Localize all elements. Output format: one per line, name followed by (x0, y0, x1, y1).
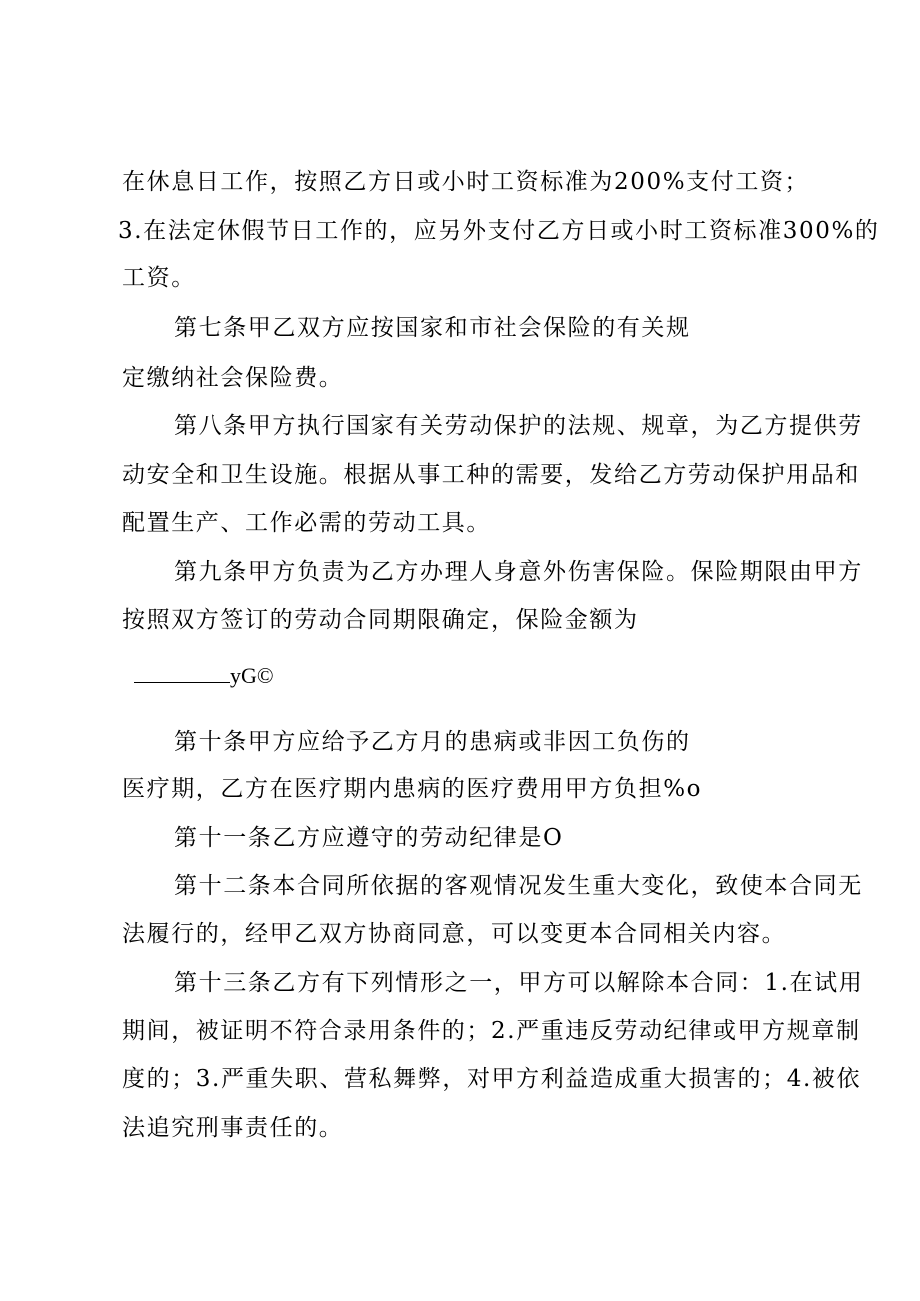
insurance-amount-blank (134, 662, 274, 690)
article-7-line-2: 定缴纳社会保险费。 (122, 365, 344, 391)
article-7-line-1: 第七条甲乙双方应按国家和市社会保险的有关规 (174, 315, 691, 341)
blank-underline (134, 663, 230, 683)
article-11-line: 第十一条乙方应遵守的劳动纪律是O (174, 825, 564, 851)
article-13-line-4: 法追究刑事责任的。 (122, 1115, 344, 1141)
article-9-line-1: 第九条甲方负责为乙方办理人身意外伤害保险。保险期限由甲方 (174, 559, 863, 585)
article-10-line-1: 第十条甲方应给予乙方月的患病或非因工负伤的 (174, 729, 691, 755)
article-9-line-2: 按照双方签订的劳动合同期限确定，保险金额为 (122, 607, 639, 633)
blank-suffix: yG© (230, 663, 274, 688)
article-12-line-2: 法履行的，经甲乙双方协商同意，可以变更本合同相关内容。 (122, 921, 787, 947)
article-8-line-2: 动安全和卫生设施。根据从事工种的需要，发给乙方劳动保护用品和 (122, 462, 860, 488)
article-8-line-1: 第八条甲方执行国家有关劳动保护的法规、规章，为乙方提供劳 (174, 413, 863, 439)
article-12-line-1: 第十二条本合同所依据的客观情况发生重大变化，致使本合同无 (174, 873, 863, 899)
article-13-line-2: 期间，被证明不符合录用条件的；2.严重违反劳动纪律或甲方规章制 (122, 1018, 861, 1044)
article-13-line-1: 第十三条乙方有下列情形之一，甲方可以解除本合同：1.在试用 (174, 970, 864, 996)
text-line-2: 3.在法定休假节日工作的，应另外支付乙方日或小时工资标准300%的 (118, 218, 880, 244)
text-line-3: 工资。 (122, 265, 196, 291)
article-13-line-3: 度的；3.严重失职、营私舞弊，对甲方利益造成重大损害的；4.被依 (122, 1066, 862, 1092)
article-10-line-2: 医疗期，乙方在医疗期内患病的医疗费用甲方负担%o (122, 776, 703, 802)
text-line-1: 在休息日工作，按照乙方日或小时工资标准为200%支付工资； (122, 169, 810, 195)
article-8-line-3: 配置生产、工作必需的劳动工具。 (122, 510, 491, 536)
